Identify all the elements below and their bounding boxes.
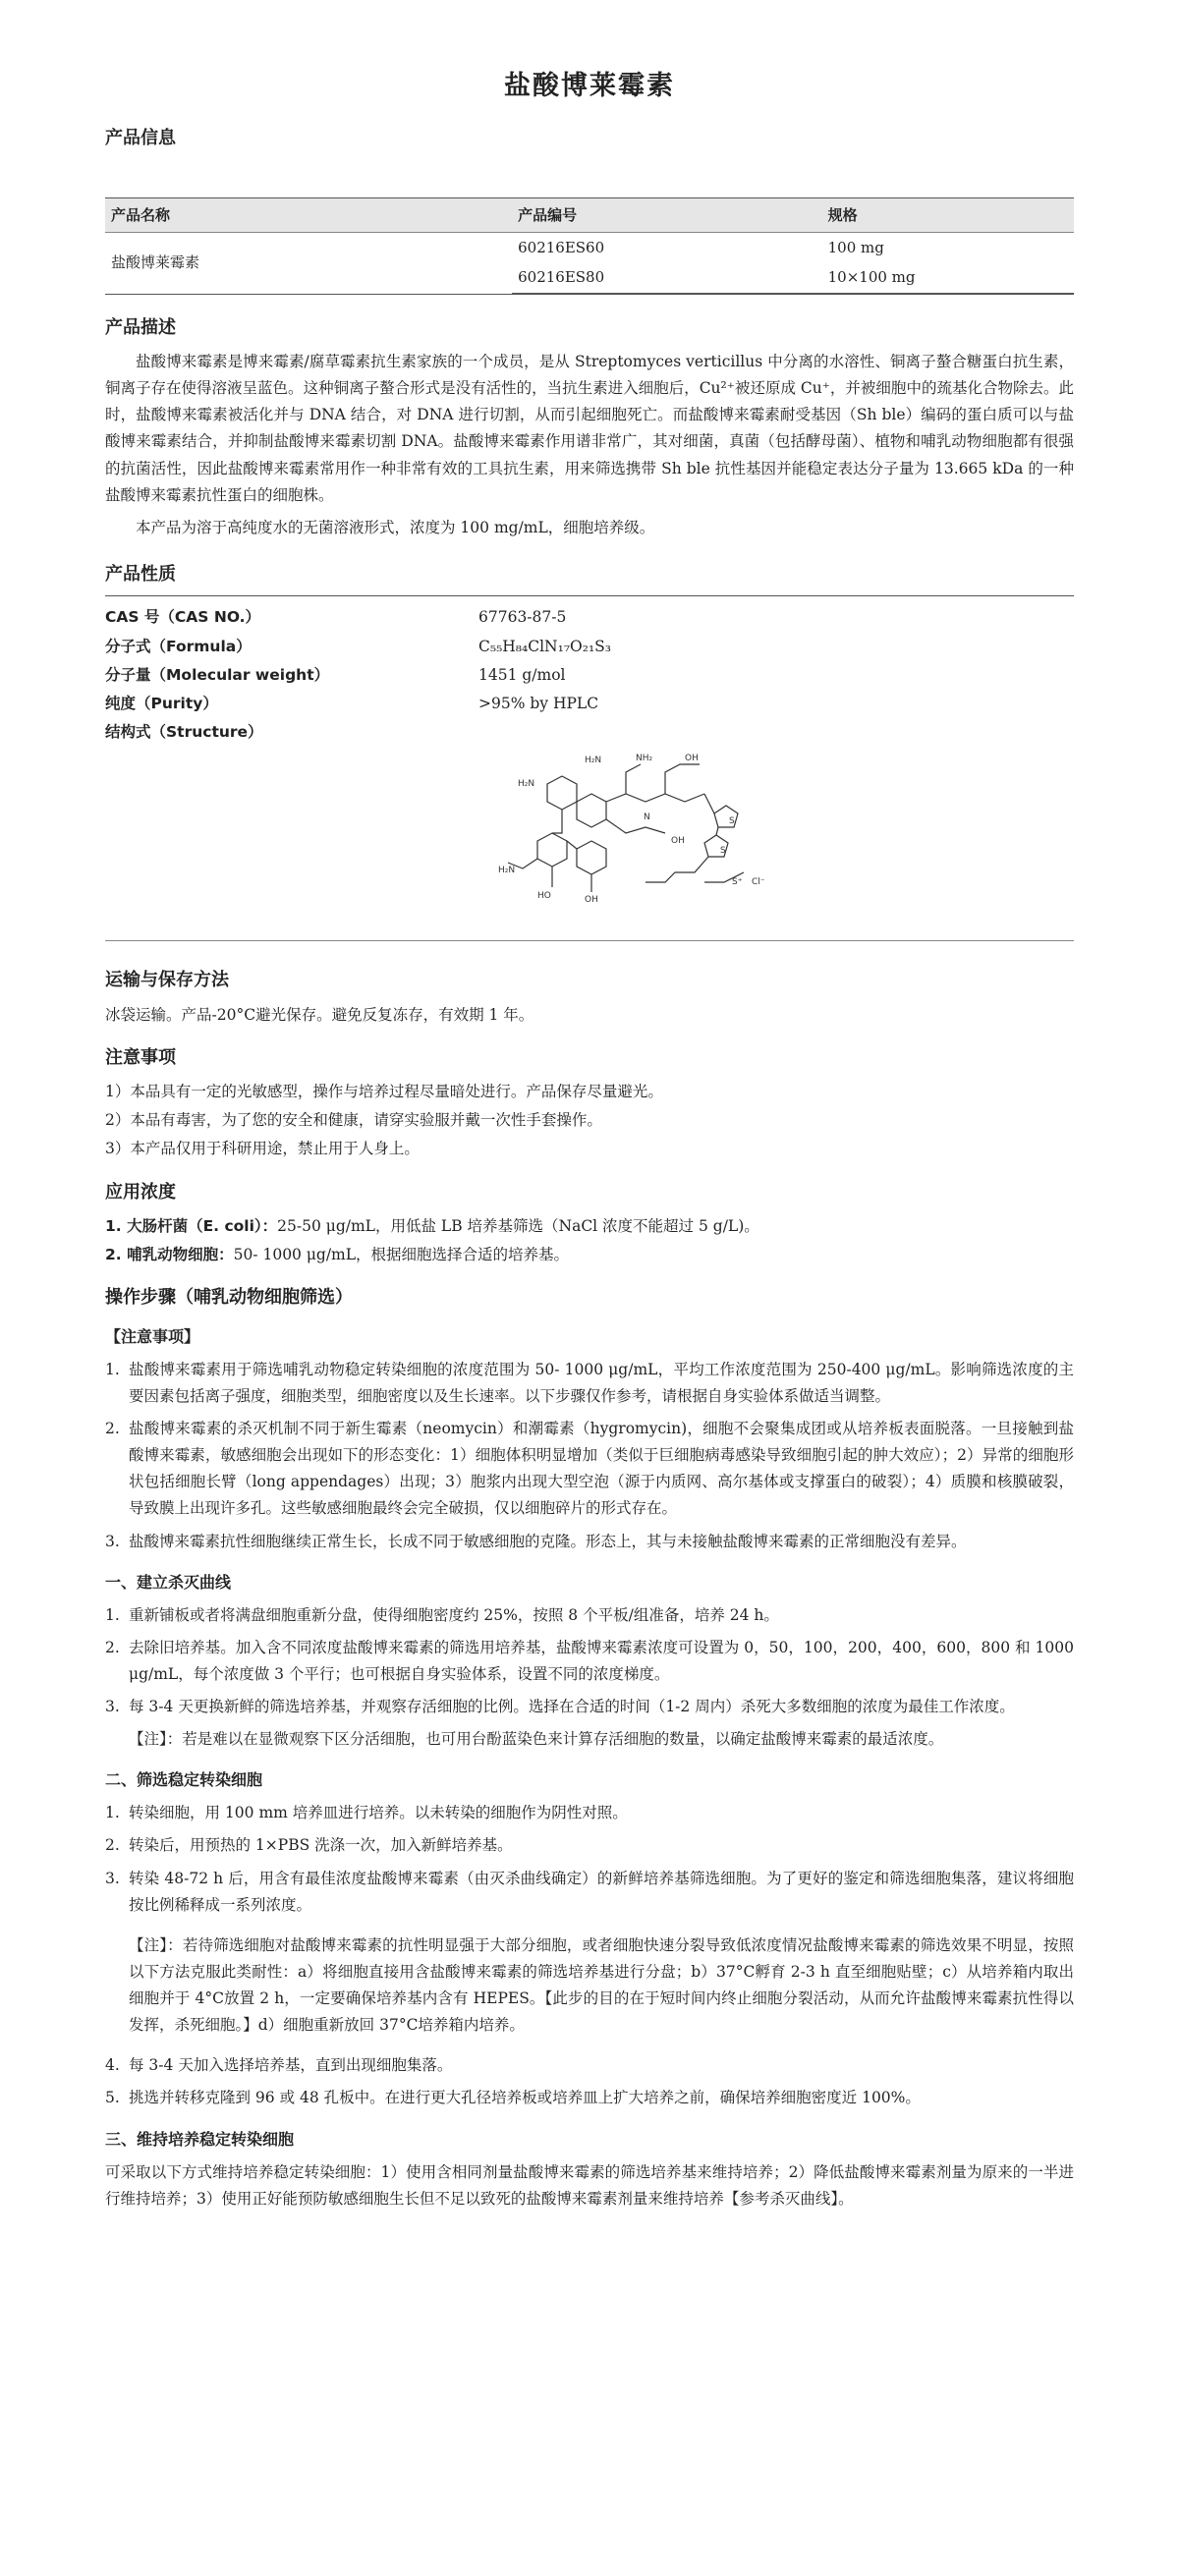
svg-text:NH₂: NH₂ [636,753,653,763]
selection-heading: 二、筛选稳定转染细胞 [105,1770,263,1790]
kill-curve-heading: 一、建立杀灭曲线 [105,1572,232,1592]
svg-text:HO: HO [537,890,551,901]
product-spec-cell: 10×100 mg [822,262,1074,293]
property-value: >95% by HPLC [478,694,599,712]
note-item: 1）本品具有一定的光敏感型，操作与培养过程尽量暗处进行。产品保存尽量避光。 [105,1083,663,1101]
column-header: 规格 [822,197,1074,232]
item-text: 去除旧培养基。加入含不同浓度盐酸博来霉素的筛选用培养基，盐酸博来霉素浓度可设置为 0，50，100，200，400，600，800 和 1000 μg/mL，每个浓度做 3 个平行；也可根据自身实验体系，设置不同的浓度梯度。 [129,1638,1074,1683]
item-text: 重新铺板或者将满盘细胞重新分盘，使得细胞密度约 25%，按照 8 个平板/组准备，培养 24 h。 [129,1605,779,1624]
concentration-item [105,1242,1074,1268]
storage-heading: 运输与保存方法 [105,970,229,990]
item-text: 盐酸博来霉素抗性细胞继续正常生长，长成不同于敏感细胞的克隆。形态上，其与未接触盐酸博来霉素的正常细胞没有差异。 [129,1532,967,1550]
description-paragraph: 盐酸博来霉素是博来霉素/腐草霉素抗生素家族的一个成员，是从 Streptomyces verticillus 中分离的水溶性、铜离子螯合糖蛋白抗生素，铜离子存在使得溶液呈蓝色。这种铜离子螯合形式是没有活性的，当抗生素进入细胞后，Cu²⁺被还原成 Cu⁺，并被细胞中的巯基化合物除去。此时，盐酸博来霉素被活化并与 DNA 结合，对 DNA 进行切割，从而引起细胞死亡。而盐酸博来霉素耐受基因（Sh ble）编码的蛋白质可以与盐酸博来霉素结合，并抑制盐酸博来霉素切割 DNA。盐酸博来霉素作用谱非常广，其对细菌，真菌（包括酵母菌）、植物和哺乳动物细胞都有很强的抗菌活性，因此盐酸博来霉素常用作一种非常有效的工具抗生素，用来筛选携带 Sh ble 抗性基因并能稳定表达分子量为 13.665 kDa 的一种盐酸博来霉素抗性蛋白的细胞株。 [105,353,1074,504]
list-item [105,1832,1074,1859]
svg-text:OH: OH [585,894,598,905]
item-number: 2. [105,1420,120,1437]
item-text: 挑选并转移克隆到 96 或 48 孔板中。在进行更大孔径培养板或培养皿上扩大培养之前，确保培养细胞密度近 100%。 [129,2089,921,2107]
list-item [105,1800,1074,1826]
concentration-text: 25-50 μg/mL，用低盐 LB 培养基筛选（NaCl 浓度不能超过 5 g/L)。 [277,1217,759,1235]
property-label: 分子式（Formula） [105,637,252,655]
document-title: 盐酸博莱霉素 [504,71,675,101]
product-info-table [105,197,1074,294]
kill-curve-list [105,1602,1074,1721]
svg-text:S⁺: S⁺ [732,876,743,887]
description-heading: 产品描述 [105,316,176,338]
structure-diagram-icon [478,725,783,922]
table-row [105,233,1074,263]
svg-text:H₂N: H₂N [518,778,535,789]
notes-heading: 注意事项 [105,1046,176,1068]
product-name-cell: 盐酸博莱霉素 [111,253,200,272]
list-item [105,1602,1074,1629]
item-number: 2. [105,1836,120,1855]
item-number: 4. [105,2056,120,2075]
list-item [105,2052,1074,2079]
note-item: 3）本产品仅用于科研用途，禁止用于人身上。 [105,1140,420,1158]
concentration-label: 1. 大肠杆菌（E. coli）： [105,1217,278,1235]
property-label: 结构式（Structure） [105,722,263,741]
svg-text:H₂N: H₂N [498,865,516,875]
svg-text:S: S [729,815,735,826]
item-number: 1. [105,1804,120,1822]
selection-list [105,1800,1074,1919]
list-item [105,1357,1074,1410]
storage-text: 冰袋运输。产品-20°C避光保存。避免反复冻存，有效期 1 年。 [105,1005,534,1024]
item-text: 盐酸博来霉素用于筛选哺乳动物稳定转染细胞的浓度范围为 50- 1000 μg/mL，平均工作浓度范围为 250-400 μg/mL。影响筛选浓度的主要因素包括离子强度，细胞类型，细胞密度以及生长速率。以下步骤仅作参考，请根据自身实验体系做适当调整。 [129,1360,1074,1405]
list-item [105,2085,1074,2111]
maintenance-text: 可采取以下方式维持培养稳定转染细胞：1）使用含相同剂量盐酸博来霉素的筛选培养基来维持培养；2）降低盐酸博来霉素剂量为原来的一半进行维持培养；3）使用正好能预防敏感细胞生长但不足以致死的盐酸博来霉素剂量来维持培养【参考杀灭曲线】。 [105,2162,1074,2208]
svg-text:N: N [644,812,650,822]
item-text: 转染后，用预热的 1×PBS 洗涤一次，加入新鲜培养基。 [129,1836,513,1855]
item-number: 2. [105,1638,120,1656]
svg-text:OH: OH [671,835,685,846]
structure-image [478,719,1074,940]
table-header-row [105,197,1074,232]
concentration-item [105,1213,1074,1240]
property-value: 1451 g/mol [478,665,566,684]
selection-list-continued [105,2052,1074,2111]
svg-text:OH: OH [685,753,699,763]
item-text: 转染细胞，用 100 mm 培养皿进行培养。以未转染的细胞作为阴性对照。 [129,1804,628,1822]
concentration-label: 2. 哺乳动物细胞： [105,1246,234,1264]
property-label: 分子量（Molecular weight） [105,665,330,684]
list-item [105,1866,1074,1919]
product-code-cell: 60216ES80 [512,262,822,293]
property-value: C₅₅H₈₄ClN₁₇O₂₁S₃ [478,637,612,655]
column-header: 产品名称 [105,197,512,232]
description-paragraph-2: 本产品为溶于高纯度水的无菌溶液形式，浓度为 100 mg/mL，细胞培养级。 [136,518,655,536]
item-text: 盐酸博来霉素的杀灭机制不同于新生霉素（neomycin）和潮霉素（hygromycin)，细胞不会聚集成团或从培养板表面脱落。一旦接触到盐酸博来霉素，敏感细胞会出现如下的形态变化：1）细胞体积明显增加（类似于巨细胞病毒感染导致细胞引起的肿大效应）；2）异常的细胞形状包括细胞长臂（long appendages）出现；3）胞浆内出现大型空泡（源于内质网、高尔基体或支撑蛋白的破裂）；4）质膜和核膜破裂，导致膜上出现许多孔。这些敏感细胞最终会完全破损，仅以细胞碎片的形式存在。 [129,1420,1074,1518]
note-item: 2）本品有毒害，为了您的安全和健康，请穿实验服并戴一次性手套操作。 [105,1111,602,1130]
list-item [105,1635,1074,1688]
selection-note: 【注】：若待筛选细胞对盐酸博来霉素的抗性明显强于大部分细胞，或者细胞快速分裂导致低浓度情况盐酸博来霉素的筛选效果不明显，按照以下方法克服此类耐性：a）将细胞直接用含盐酸博来霉素的筛选培养基进行分盘；b）37°C孵育 2-3 h 直至细胞贴壁；c）从培养箱内取出细胞并于 4°C放置 2 h，一定要确保培养基内含有 HEPES。【此步的目的在于短时间内终止细胞分裂活动，从而允许盐酸博来霉素抗性得以发挥，杀死细胞。】d）细胞重新放回 37°C培养箱内培养。 [129,1935,1074,2035]
item-number: 5. [105,2089,120,2107]
item-text: 每 3-4 天更换新鲜的筛选培养基，并观察存活细胞的比例。选择在合适的时间（1-2 周内）杀死大多数细胞的浓度为最佳工作浓度。 [129,1698,1015,1715]
property-value: 67763-87-5 [478,608,567,627]
column-header: 产品编号 [512,197,822,232]
product-code-cell: 60216ES60 [518,239,605,256]
procedure-heading: 操作步骤（哺乳动物细胞筛选） [105,1287,353,1309]
item-number: 3. [105,1869,120,1887]
item-number: 1. [105,1605,120,1624]
list-item [105,1416,1074,1523]
procedure-note-heading: 【注意事项】 [105,1326,200,1346]
properties-heading: 产品性质 [105,563,176,585]
maintenance-heading: 三、维持培养稳定转染细胞 [105,2129,295,2149]
svg-text:H₂N: H₂N [585,755,602,765]
item-text: 每 3-4 天加入选择培养基，直到出现细胞集落。 [129,2056,453,2075]
svg-text:Cl⁻: Cl⁻ [752,876,765,887]
list-item [105,1694,1074,1720]
property-label: 纯度（Purity） [105,694,218,712]
product-info-heading: 产品信息 [105,128,176,149]
product-spec-cell: 100 mg [827,239,884,256]
svg-text:S: S [720,845,726,856]
concentration-text: 50- 1000 μg/mL，根据细胞选择合适的培养基。 [233,1246,570,1264]
properties-grid [105,596,1074,940]
item-number: 3. [105,1532,120,1550]
item-number: 3. [105,1698,120,1715]
concentration-heading: 应用浓度 [105,1181,176,1203]
procedure-notes-list [105,1357,1074,1555]
item-number: 1. [105,1360,120,1378]
list-item [105,1529,1074,1555]
property-label: CAS 号（CAS NO.） [105,608,261,627]
item-text: 转染 48-72 h 后，用含有最佳浓度盐酸博来霉素（由灭杀曲线确定）的新鲜培养基筛选细胞。为了更好的鉴定和筛选细胞集落，建议将细胞按比例稀释成一系列浓度。 [129,1869,1074,1914]
kill-curve-note: 【注】：若是难以在显微观察下区分活细胞，也可用台酚蓝染色来计算存活细胞的数量，以确定盐酸博来霉素的最适浓度。 [129,1730,944,1749]
